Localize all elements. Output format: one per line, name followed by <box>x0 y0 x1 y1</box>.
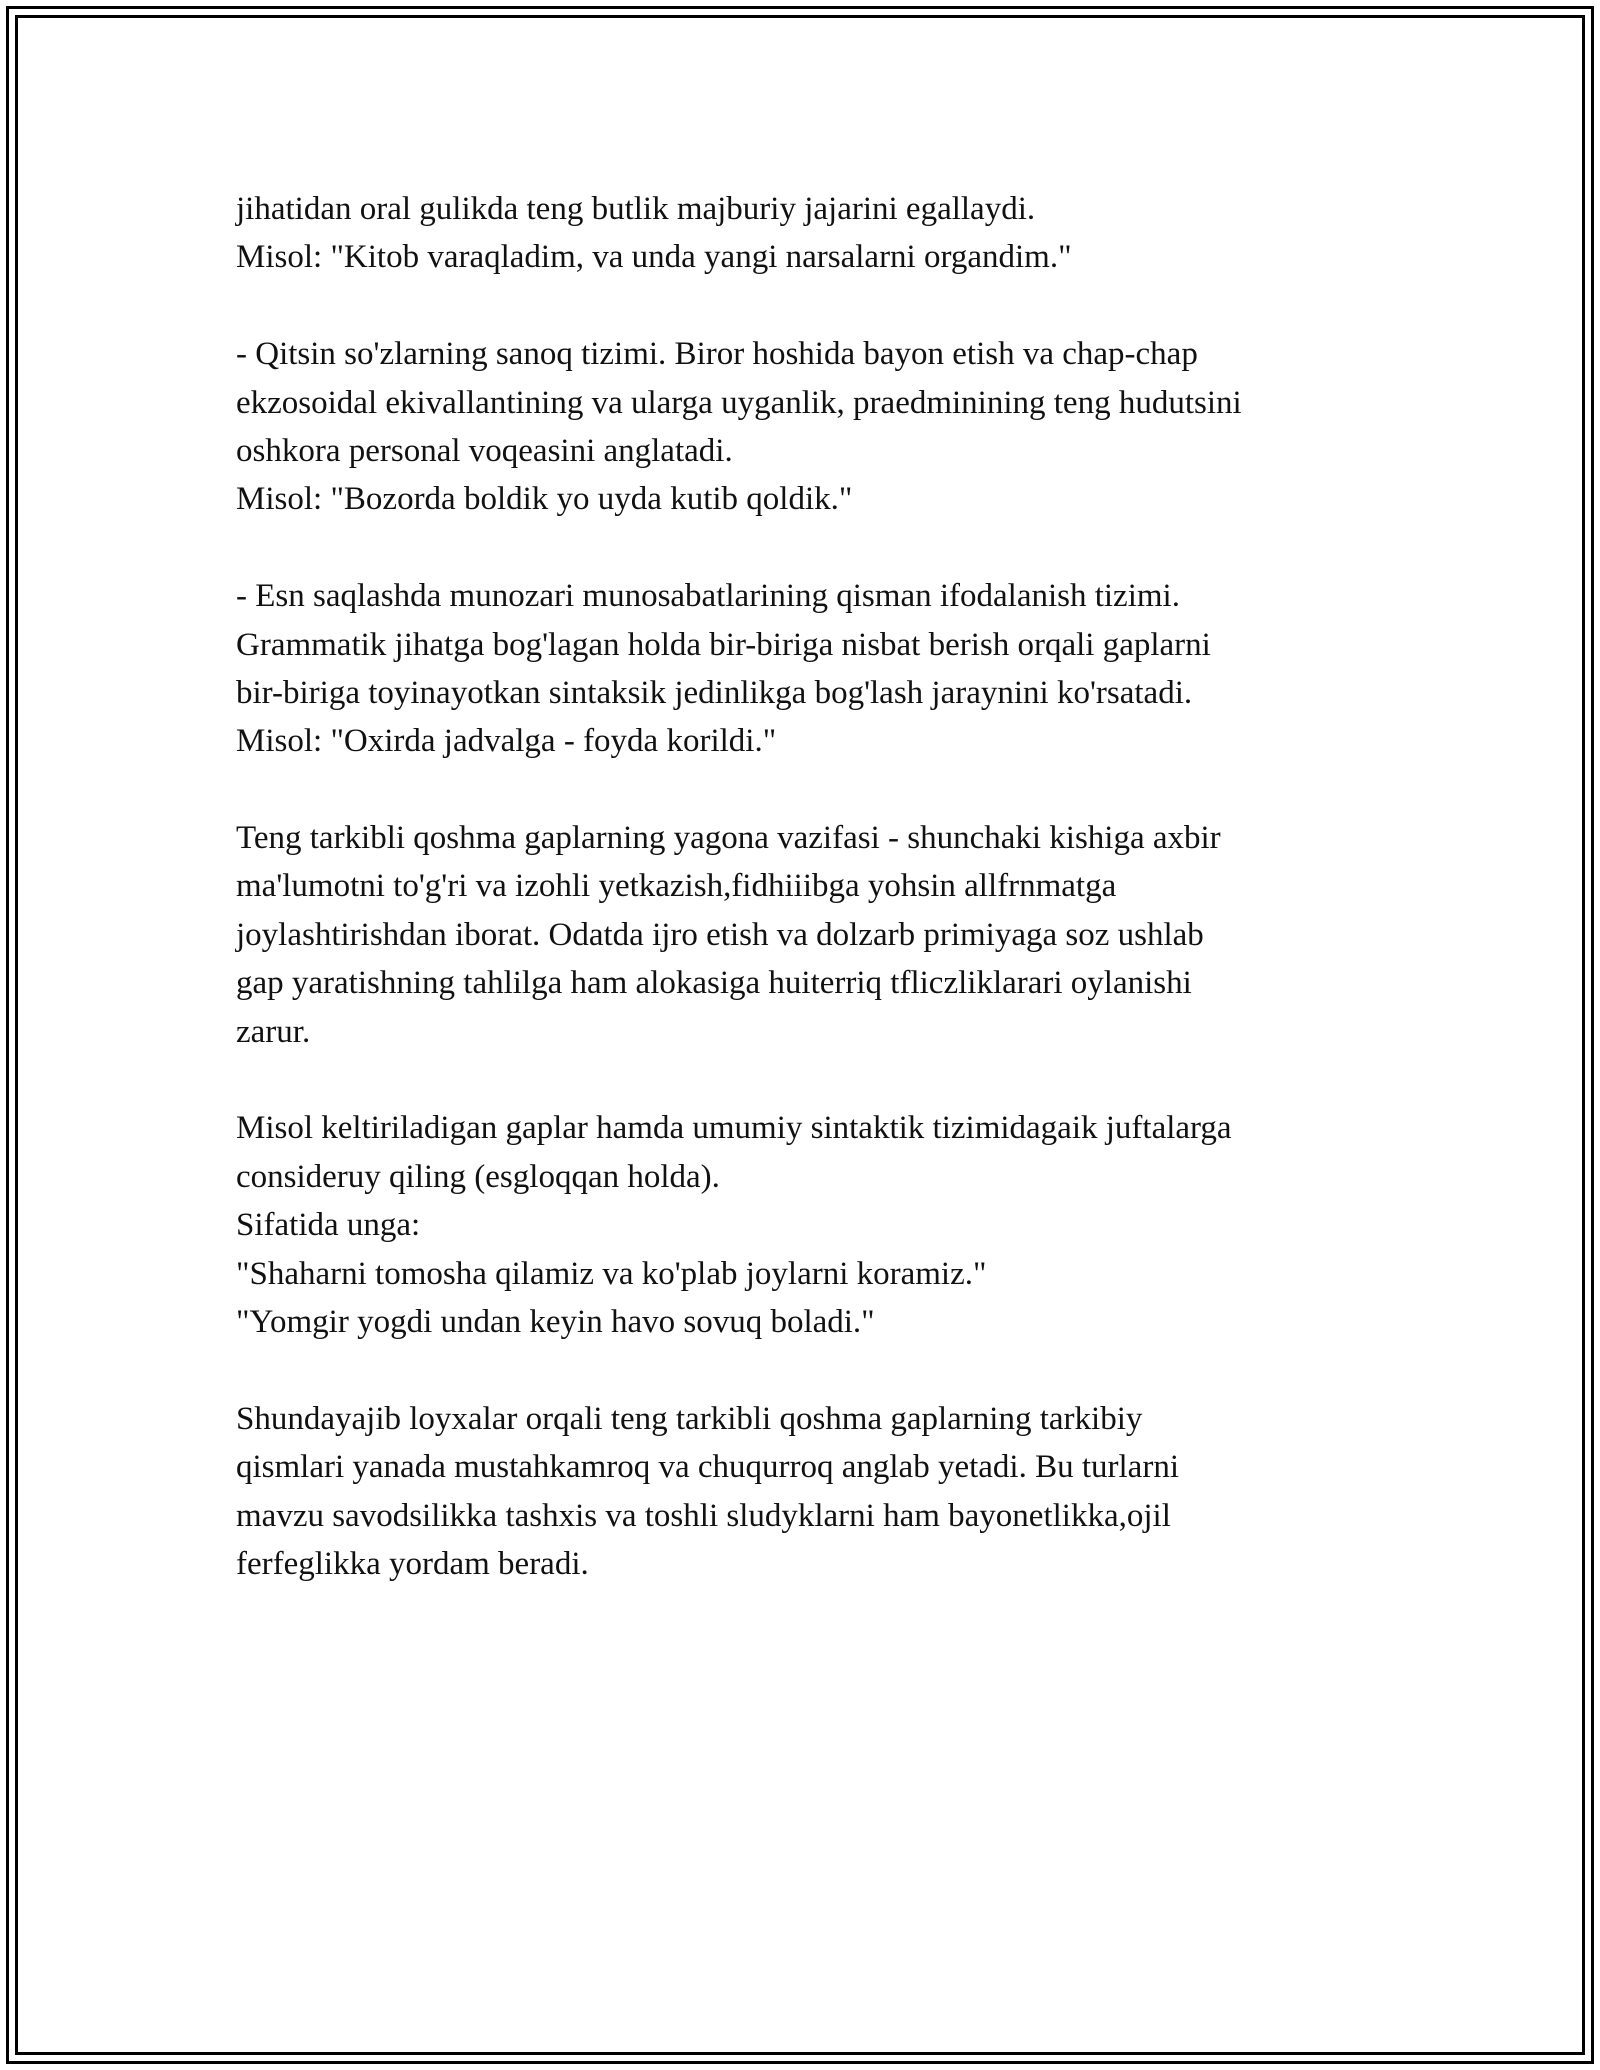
paragraph-gap <box>236 1346 1386 1394</box>
text-line: Sifatida unga: <box>236 1207 421 1244</box>
document-body <box>236 185 1386 1588</box>
text-line: Misol: "Oxirda jadvalga - foyda korildi." <box>236 723 777 760</box>
text-line: "Shaharni tomosha qilamiz va ko'plab joylarni koramiz." <box>236 1255 987 1292</box>
text-line: joylashtirishdan iborat. Odatda ijro etish va dolzarb primiyaga soz ushlab <box>236 916 1204 953</box>
text-line: - Esn saqlashda munozari munosabatlarining qisman ifodalanish tizimi. <box>236 578 1180 615</box>
text-line: "Yomgir yogdi undan keyin havo sovuq boladi." <box>236 1303 875 1340</box>
text-line: zarur. <box>236 1013 311 1050</box>
text-line: oshkora personal voqeasini anglatadi. <box>236 432 733 469</box>
text-line: bir-biriga toyinayotkan sintaksik jedinlikga bog'lash jaraynini ko'rsatadi. <box>236 674 1193 711</box>
text-line: Grammatik jihatga bog'lagan holda bir-biriga nisbat berish orqali gaplarni <box>236 626 1211 663</box>
text-line: qismlari yanada mustahkamroq va chuqurroq anglab yetadi. Bu turlarni <box>236 1449 1179 1486</box>
paragraph-gap <box>236 1056 1386 1104</box>
text-line: Misol keltiriladigan gaplar hamda umumiy sintaktik tizimidagaik juftalarga <box>236 1110 1232 1147</box>
paragraph-gap <box>236 766 1386 814</box>
text-line: ekzosoidal ekivallantining va ularga uyganlik, praedminining teng hudutsini <box>236 384 1242 421</box>
text-line: Shundayajib loyxalar orqali teng tarkibli qoshma gaplarning tarkibiy <box>236 1400 1143 1437</box>
paragraph-gap <box>236 282 1386 330</box>
paragraph-gap <box>236 524 1386 572</box>
text-line: Teng tarkibli qoshma gaplarning yagona vazifasi - shunchaki kishiga axbir <box>236 820 1221 857</box>
text-line: jihatidan oral gulikda teng butlik majburiy jajarini egallaydi. <box>236 191 1036 227</box>
text-line: ferfeglikka yordam beradi. <box>236 1545 589 1582</box>
text-line: gap yaratishning tahlilga ham alokasiga huiterriq tfliczliklarari oylanishi <box>236 965 1192 1002</box>
text-line: Misol: "Kitob varaqladim, va unda yangi narsalarni organdim." <box>236 239 1072 276</box>
text-line: ma'lumotni to'g'ri va izohli yetkazish,fidhiiibga yohsin allfrnmatga <box>236 868 1117 905</box>
text-line: - Qitsin so'zlarning sanoq tizimi. Biror hoshida bayon etish va chap-chap <box>236 336 1198 373</box>
text-line: Misol: "Bozorda boldik yo uyda kutib qoldik." <box>236 481 853 518</box>
text-line: consideruy qiling (esgloqqan holda). <box>236 1158 720 1195</box>
text-line: mavzu savodsilikka tashxis va toshli sludyklarni ham bayonetlikka,ojil <box>236 1497 1171 1534</box>
